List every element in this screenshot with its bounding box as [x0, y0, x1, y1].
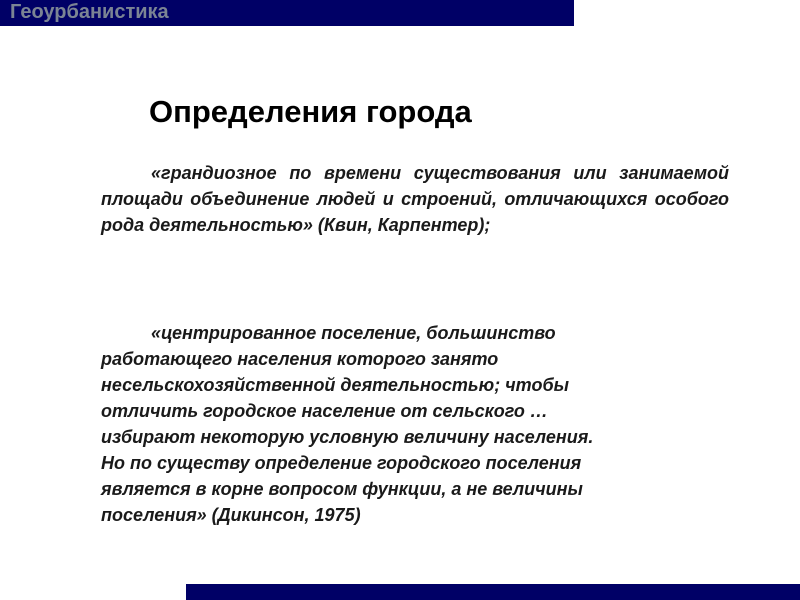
header-band: [0, 0, 574, 26]
quote-line: избирают некоторую условную величину населения.: [101, 427, 594, 447]
category-label: Геоурбанистика: [10, 1, 169, 23]
footer-band: [186, 584, 800, 600]
quote-line: является в корне вопросом функции, а не величины: [101, 479, 583, 499]
definition-quote-kvin-carpenter: «грандиозное по времени существования или занимаемой площади объединение людей и строений, отличающихся особого рода деятельностью» (Квин, Карпентер);: [101, 163, 729, 235]
quote-line: Но по существу определение городского поселения: [101, 453, 582, 473]
quote-line: работающего населения которого занято: [101, 349, 499, 369]
quote-line: поселения» (Дикинсон, 1975): [101, 505, 361, 525]
quote-line: отличить городское население от сельского …: [101, 401, 548, 421]
definition-quote-dickinson: [101, 320, 701, 528]
quote-line: «центрированное поселение, большинство: [151, 323, 556, 343]
slide-title: Определения города: [149, 94, 472, 129]
quote-line: несельскохозяйственной деятельностью; чтобы: [101, 375, 569, 395]
